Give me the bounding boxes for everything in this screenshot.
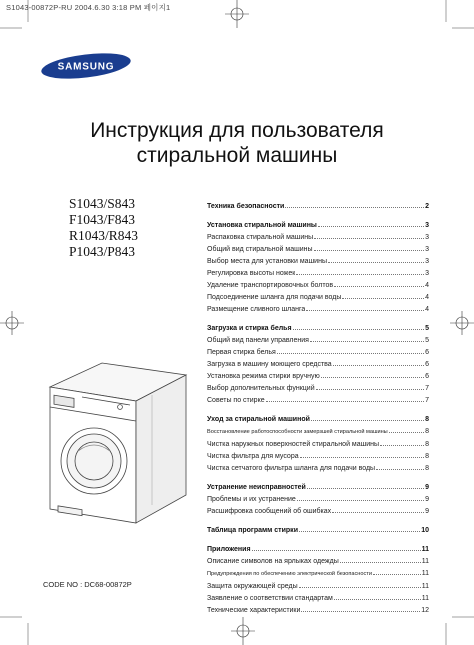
toc-entry-title: Предупреждения по обеспечению электрической безопасности: [207, 571, 372, 577]
toc-entry: [207, 267, 429, 279]
toc-entry-title: Установка стиральной машины: [207, 222, 317, 229]
toc-page-number: 12: [421, 607, 429, 614]
toc-page-number: 11: [421, 570, 429, 577]
toc-leader-dots: [301, 604, 420, 612]
toc-page-number: 8: [425, 428, 429, 435]
toc-entry-title: Проблемы и их устранение: [207, 496, 296, 503]
toc-entry-title: Подсоединение шланга для подачи воды: [207, 294, 342, 301]
toc-entry-title: Уход за стиральной машиной: [207, 416, 310, 423]
toc-entry-title: Советы по стирке: [207, 397, 265, 404]
toc-entry: [207, 555, 429, 567]
toc-leader-dots: [293, 322, 425, 330]
toc-page-number: 11: [421, 595, 429, 602]
toc-leader-dots: [299, 580, 421, 588]
toc-entry: [207, 243, 429, 255]
toc-leader-dots: [316, 382, 424, 390]
toc-entry-title: Приложения: [207, 546, 251, 553]
toc-entry: [207, 382, 429, 394]
toc-entry: [207, 279, 429, 291]
toc-entry-title: Загрузка и стирка белья: [207, 325, 292, 332]
toc-leader-dots: [380, 438, 424, 446]
toc-entry: [207, 291, 429, 303]
toc-section-heading: [207, 200, 429, 212]
toc-entry: [207, 438, 429, 450]
toc-entry-title: Технические характеристики: [207, 607, 301, 614]
toc-leader-dots: [277, 346, 424, 354]
document-title: [0, 118, 474, 168]
toc-page-number: 4: [425, 294, 429, 301]
toc-entry-title: Установка режима стирки вручную: [207, 373, 320, 380]
toc-entry: [207, 231, 429, 243]
toc-entry-title: Восстановление работоспособности замерзшей стиральной машины: [207, 429, 388, 435]
toc-section-heading: [207, 413, 429, 425]
toc-section: [207, 413, 429, 474]
toc-entry-title: Чистка наружных поверхностей стиральной машины: [207, 441, 380, 448]
toc-leader-dots: [300, 450, 424, 458]
toc-entry: [207, 505, 429, 517]
toc-entry: [207, 592, 429, 604]
toc-leader-dots: [318, 219, 424, 227]
toc-leader-dots: [311, 413, 424, 421]
toc-entry-title: Загрузка в машину моющего средства: [207, 361, 332, 368]
model-name: R1043/R843: [69, 228, 139, 243]
toc-leader-dots: [314, 243, 425, 251]
toc-entry-title: Распаковка стиральной машины: [207, 234, 314, 241]
toc-leader-dots: [373, 567, 421, 575]
toc-page-number: 8: [425, 416, 429, 423]
toc-page-number: 8: [425, 465, 429, 472]
toc-section-heading: [207, 219, 429, 231]
toc-page-number: 10: [421, 527, 429, 534]
toc-leader-dots: [310, 334, 424, 342]
toc-page-number: 7: [425, 397, 429, 404]
toc-entry: [207, 493, 429, 505]
toc-page-number: 4: [425, 282, 429, 289]
toc-leader-dots: [342, 291, 424, 299]
toc-page-number: 3: [425, 234, 429, 241]
toc-page-number: 6: [425, 361, 429, 368]
toc-leader-dots: [389, 425, 424, 433]
toc-page-number: 6: [425, 373, 429, 380]
toc-page-number: 9: [425, 496, 429, 503]
toc-entry-title: Таблица программ стирки: [207, 527, 298, 534]
toc-entry: [207, 334, 429, 346]
samsung-logo: [40, 52, 132, 80]
toc-section: [207, 200, 429, 212]
toc-page-number: 11: [421, 558, 429, 565]
toc-leader-dots: [299, 524, 420, 532]
toc-entry: [207, 450, 429, 462]
toc-page-number: 3: [425, 222, 429, 229]
toc-entry: [207, 580, 429, 592]
toc-entry: [207, 255, 429, 267]
toc-leader-dots: [333, 358, 424, 366]
toc-entry: [207, 358, 429, 370]
table-of-contents: [207, 200, 429, 623]
toc-leader-dots: [314, 231, 424, 239]
toc-leader-dots: [252, 543, 421, 551]
toc-leader-dots: [332, 505, 424, 513]
toc-entry-title: Расшифровка сообщений об ошибках: [207, 508, 332, 515]
model-list: [69, 196, 138, 260]
toc-entry-title: Техника безопасности: [207, 203, 285, 210]
toc-section: [207, 481, 429, 517]
toc-page-number: 11: [421, 583, 429, 590]
toc-entry: [207, 604, 429, 616]
toc-entry: [207, 394, 429, 406]
toc-section-heading: [207, 543, 429, 555]
toc-entry: [207, 303, 429, 315]
toc-entry-title: Чистка сетчатого фильтра шланга для подачи воды: [207, 465, 376, 472]
toc-section: [207, 543, 429, 616]
toc-leader-dots: [266, 394, 424, 402]
toc-leader-dots: [376, 462, 424, 470]
toc-page-number: 5: [425, 325, 429, 332]
toc-page-number: 9: [425, 508, 429, 515]
toc-entry-title: Описание символов на ярлыках одежды: [207, 558, 339, 565]
toc-entry-title: Выбор места для установки машины: [207, 258, 327, 265]
model-name: P1043/P843: [69, 244, 136, 259]
svg-text:SAMSUNG: SAMSUNG: [57, 61, 115, 73]
toc-entry-title: Чистка фильтра для мусора: [207, 453, 299, 460]
toc-leader-dots: [296, 267, 424, 275]
toc-page-number: 3: [425, 270, 429, 277]
toc-leader-dots: [340, 555, 421, 563]
toc-page-number: 3: [425, 258, 429, 265]
washing-machine-illustration: [40, 355, 190, 525]
toc-entry-title: Заявление о соответствии стандартам: [207, 595, 333, 602]
toc-entry-title: Общий вид панели управления: [207, 337, 309, 344]
model-name: S1043/S843: [69, 196, 136, 211]
toc-section: [207, 219, 429, 315]
toc-page-number: 4: [425, 306, 429, 313]
toc-entry: [207, 462, 429, 474]
toc-entry: [207, 425, 429, 438]
toc-leader-dots: [285, 200, 424, 208]
toc-section-heading: [207, 322, 429, 334]
toc-page-number: 5: [425, 337, 429, 344]
toc-entry-title: Устранение неисправностей: [207, 484, 306, 491]
toc-page-number: 7: [425, 385, 429, 392]
print-header: S1043-00872P-RU 2004.6.30 3:18 PM 페이지1: [6, 3, 171, 12]
toc-leader-dots: [297, 493, 424, 501]
toc-page-number: 3: [425, 246, 429, 253]
toc-page-number: 8: [425, 441, 429, 448]
toc-section: [207, 524, 429, 536]
toc-entry: [207, 346, 429, 358]
toc-leader-dots: [328, 255, 424, 263]
toc-page-number: 8: [425, 453, 429, 460]
toc-entry-title: Выбор дополнительных функций: [207, 385, 315, 392]
toc-entry-title: Общий вид стиральной машины: [207, 246, 313, 253]
title-line-2: стиральной машины: [136, 144, 338, 167]
toc-page-number: 11: [421, 546, 429, 553]
toc-entry-title: Регулировка высоты ножек: [207, 270, 296, 277]
title-line-1: Инструкция для пользователя: [90, 119, 384, 142]
toc-entry: [207, 370, 429, 382]
toc-leader-dots: [334, 279, 424, 287]
toc-leader-dots: [306, 303, 424, 311]
toc-page-number: 2: [425, 203, 429, 210]
toc-entry-title: Первая стирка белья: [207, 349, 276, 356]
model-name: F1043/F843: [69, 212, 136, 227]
toc-entry-title: Защита окружающей среды: [207, 583, 298, 590]
toc-section: [207, 322, 429, 406]
code-number: CODE NO : DC68-00872P: [43, 580, 132, 589]
toc-page-number: 6: [425, 349, 429, 356]
toc-leader-dots: [321, 370, 424, 378]
toc-section-heading: [207, 524, 429, 536]
toc-leader-dots: [307, 481, 424, 489]
toc-entry: [207, 567, 429, 580]
toc-entry-title: Размещение сливного шланга: [207, 306, 306, 313]
toc-page-number: 9: [425, 484, 429, 491]
toc-entry-title: Удаление транспортировочных болтов: [207, 282, 334, 289]
toc-section-heading: [207, 481, 429, 493]
toc-leader-dots: [334, 592, 421, 600]
